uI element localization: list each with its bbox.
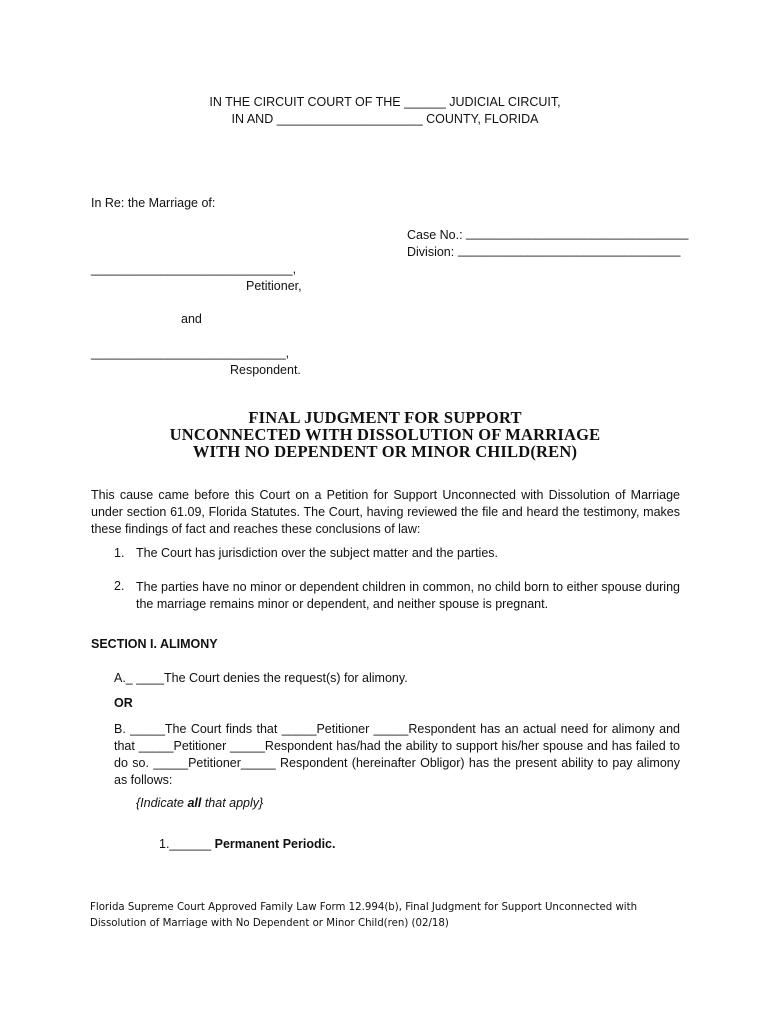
court-header-line1: IN THE CIRCUIT COURT OF THE ______ JUDICIAL CIRCUIT, <box>209 95 561 109</box>
permanent-periodic-blank[interactable]: 1.______ <box>159 837 215 851</box>
finding-1-text: The Court has jurisdiction over the subject matter and the parties. <box>136 546 498 560</box>
intro-paragraph: This cause came before this Court on a Petition for Support Unconnected with Dissolution of Marriage under section 61.09, Florida Statutes. The Court, having reviewed the file and heard the testimony, makes these findings of fact and reaches these conclusions of law: <box>91 488 680 536</box>
footer-line1: Florida Supreme Court Approved Family Law Form 12.994(b), Final Judgment for Support Unconnected with <box>90 902 638 913</box>
document-title-line3: WITH NO DEPENDENT OR MINOR CHILD(REN) <box>192 442 578 461</box>
permanent-periodic-item[interactable] <box>159 837 335 851</box>
or-label: OR <box>114 696 133 710</box>
in-re-label: In Re: the Marriage of: <box>91 196 216 210</box>
and-label: and <box>181 312 202 326</box>
alimony-option-a[interactable]: A._ ____The Court denies the request(s) for alimony. <box>114 671 408 685</box>
respondent-label: Respondent. <box>230 363 301 377</box>
document-title-line2: UNCONNECTED WITH DISSOLUTION OF MARRIAGE <box>169 425 601 444</box>
document-title-line1: FINAL JUDGMENT FOR SUPPORT <box>248 408 522 427</box>
court-header-line2: IN AND _____________________ COUNTY, FLORIDA <box>231 112 539 126</box>
finding-2-text: The parties have no minor or dependent children in common, no child born to either spouse during the marriage remains minor or dependent, and neither spouse is pregnant. <box>136 580 680 611</box>
section-1-heading: SECTION I. ALIMONY <box>91 637 218 651</box>
finding-1-number: 1. <box>114 546 125 560</box>
finding-2-number: 2. <box>114 579 125 593</box>
indicate-all: all <box>187 796 202 810</box>
permanent-periodic-label: Permanent Periodic. <box>214 837 336 851</box>
footer-line2: Dissolution of Marriage with No Dependent or Minor Child(ren) (02/18) <box>90 918 449 929</box>
division-field[interactable]: ________________________________ <box>458 243 681 257</box>
alimony-option-b[interactable]: B. _____The Court finds that _____Petitioner _____Respondent has an actual need for alimony and that _____Petitioner _____Respondent has/had the ability to support his/her spouse and has failed to do so. _____Petitioner_____ Respondent (hereinafter Obligor) has the present ability to pay alimony as follows: <box>114 722 680 787</box>
respondent-name-field[interactable]: ____________________________, <box>91 346 290 360</box>
case-no-field[interactable]: ________________________________ <box>466 226 689 240</box>
petitioner-label: Petitioner, <box>246 279 302 293</box>
indicate-instruction <box>136 796 263 810</box>
indicate-suffix: that apply} <box>201 796 264 810</box>
indicate-prefix: {Indicate <box>136 796 188 810</box>
division-label: Division: <box>407 245 455 259</box>
case-no-label: Case No.: <box>407 228 463 242</box>
petitioner-name-field[interactable]: _____________________________, <box>91 262 297 276</box>
